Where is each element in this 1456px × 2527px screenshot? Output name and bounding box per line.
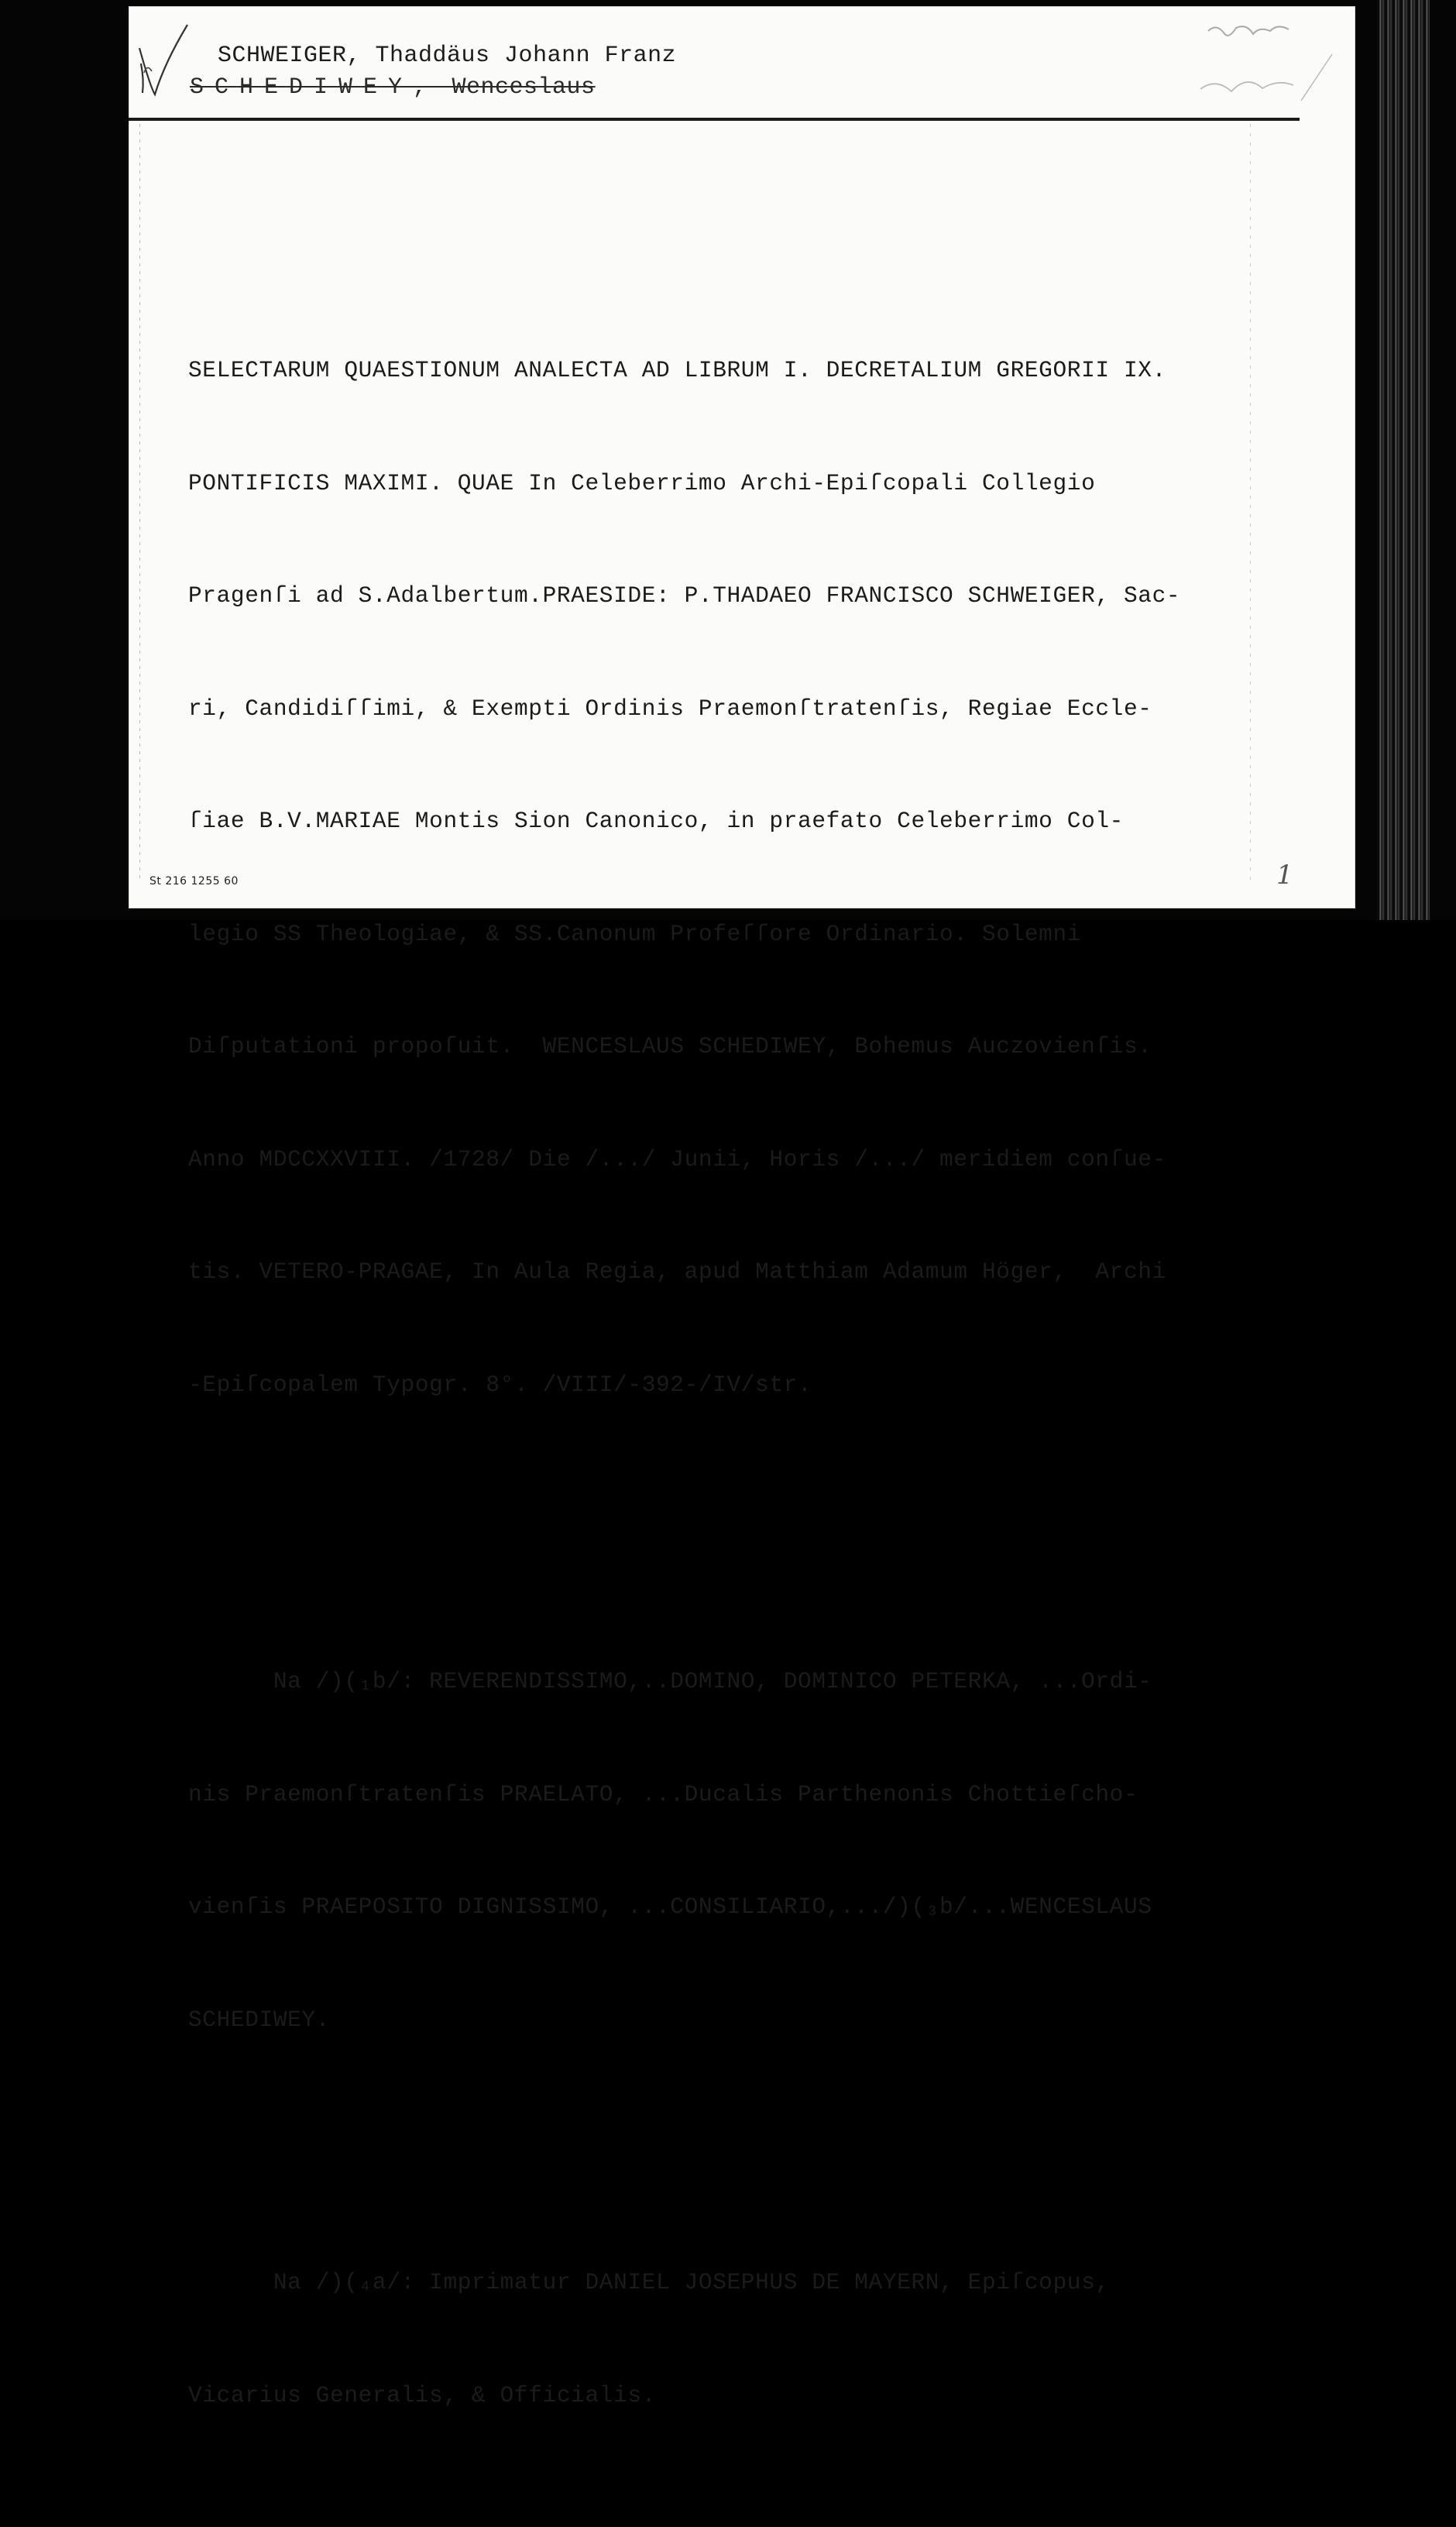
imprimatur-paragraph xyxy=(188,2189,1257,2489)
text-line: SCHEDIWEY. xyxy=(188,2006,331,2033)
catalog-code: St 216 1255 60 xyxy=(149,875,239,888)
text-line: vienſis PRAEPOSITO DIGNISSIMO, ...CONSILIARIO,.../)(₃b/...WENCESLAUS xyxy=(188,1894,1152,1920)
text-line: ſiae B.V.MARIAE Montis Sion Canonico, in praefato Celeberrimo Col- xyxy=(188,808,1124,834)
page-number: 1 xyxy=(1276,860,1293,891)
text-line: Pragenſi ad S.Adalbertum.PRAESIDE: P.THADAEO FRANCISCO SCHWEIGER, Sac- xyxy=(188,582,1181,609)
text-line: -Epiſcopalem Typogr. 8°. /VIII/-392-/IV/str. xyxy=(188,1371,812,1398)
struck-given-name: Wenceslaus xyxy=(438,74,596,101)
text-line: Na /)(₄a/: Imprimatur DANIEL JOSEPHUS DE MAYERN, Epiſcopus, xyxy=(188,2269,1110,2295)
text-line: Vicarius Generalis, & Officialis. xyxy=(188,2381,656,2409)
dedication-paragraph xyxy=(188,1588,1257,2113)
bibliographic-description xyxy=(188,201,1257,2527)
text-line: Diſputationi propoſuit. WENCESLAUS SCHEDIWEY, Bohemus Auczovienſis. xyxy=(188,1033,1152,1059)
text-line: SELECTARUM QUAESTIONUM ANALECTA AD LIBRUM I. DECRETALIUM GREGORII IX. xyxy=(188,357,1166,383)
scan-edge-strip xyxy=(1377,0,1430,920)
pencil-annotation xyxy=(1162,8,1363,108)
text-line: tis. VETERO-PRAGAE, In Aula Regia, apud Matthiam Adamum Höger, Archi xyxy=(188,1258,1166,1285)
text-line: Na /)(₁b/: REVERENDISSIMO,..DOMINO, DOMINICO PETERKA, ...Ordi- xyxy=(188,1668,1152,1694)
title-paragraph xyxy=(188,276,1257,1478)
struck-surname: SCHEDIWEY, xyxy=(190,74,438,101)
text-line: nis Praemonſtratenſis PRAELATO, ...Ducalis Parthenonis Chottieſcho- xyxy=(188,1780,1138,1808)
handwritten-check-mark xyxy=(133,17,195,102)
header-divider xyxy=(129,118,1300,121)
struck-name-heading xyxy=(190,74,596,101)
text-line: legio SS Theologiae, & SS.Canonum Profeſſore Ordinario. Solemni xyxy=(188,920,1082,947)
text-line: PONTIFICIS MAXIMI. QUAE In Celeberrimo Archi-Epiſcopali Collegio xyxy=(188,469,1096,496)
text-line: ri, Candidiſſimi, & Exempti Ordinis Praemonſtratenſis, Regiae Eccle- xyxy=(188,695,1152,722)
left-margin-rule xyxy=(139,124,140,883)
author-heading: SCHWEIGER, Thaddäus Johann Franz xyxy=(218,43,677,69)
text-line: Anno MDCCXXVIII. /1728/ Die /.../ Junii, Horis /.../ meridiem conſue- xyxy=(188,1145,1166,1173)
